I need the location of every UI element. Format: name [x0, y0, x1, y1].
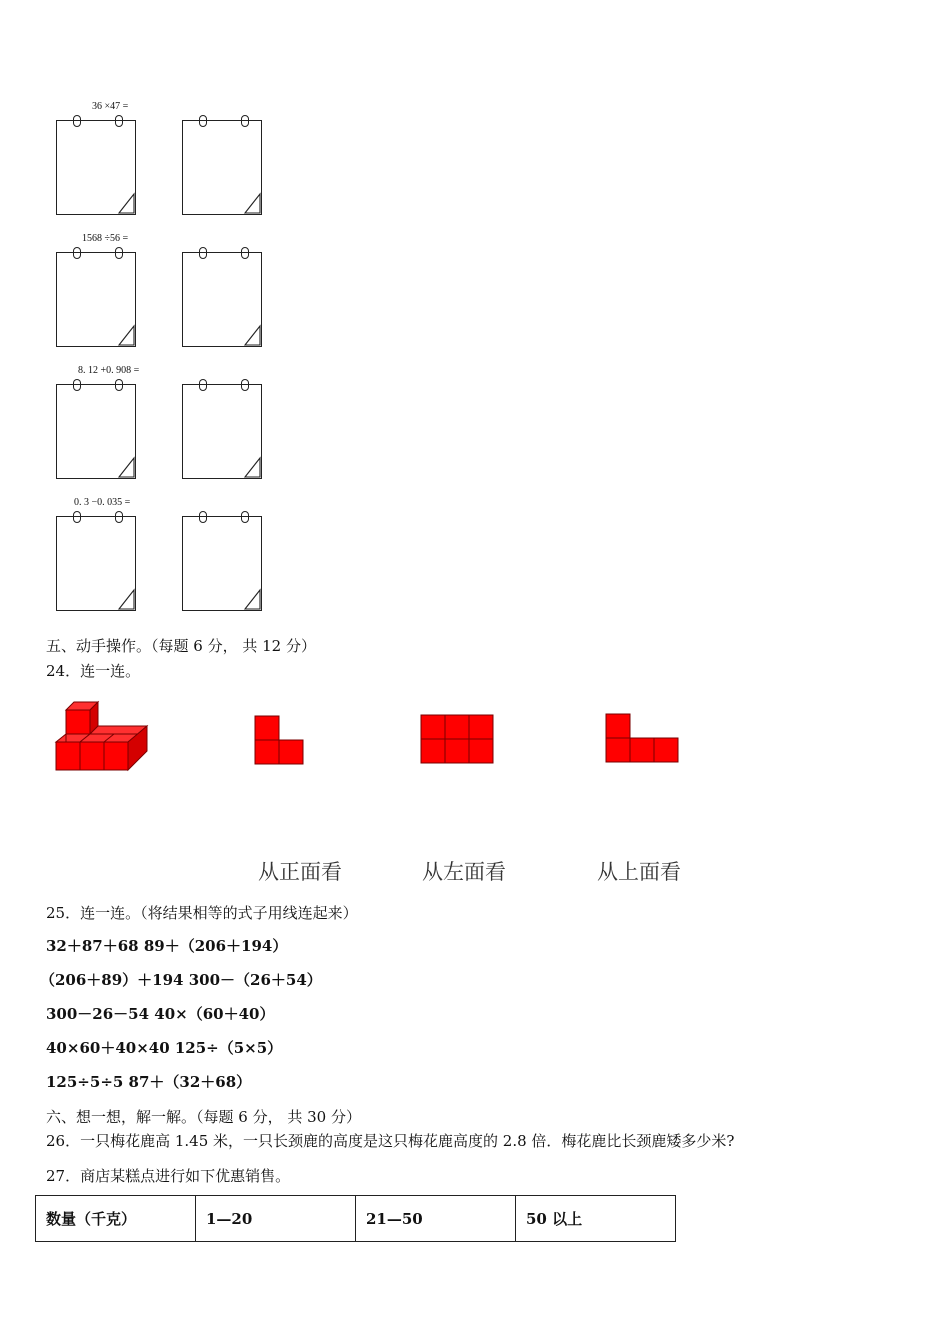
- binder-ring-icon: [241, 511, 249, 523]
- note-pad: [182, 252, 262, 347]
- table-cell: 21—50: [356, 1196, 516, 1242]
- binder-ring-icon: [115, 511, 123, 523]
- binder-ring-icon: [115, 379, 123, 391]
- binder-ring-icon: [73, 247, 81, 259]
- binder-ring-icon: [199, 379, 207, 391]
- page-curl-icon: [243, 456, 261, 478]
- view-label-front: 从正面看: [258, 860, 342, 884]
- cube-3d-figure: [52, 700, 152, 775]
- page-curl-icon: [243, 588, 261, 610]
- note-pad: [56, 384, 136, 479]
- question-26: 26．一只梅花鹿高 1.45 米，一只长颈鹿的高度是这只梅花鹿高度的 2.8 倍．梅花鹿比长颈鹿矮多少米?: [46, 1132, 735, 1150]
- view-shape-l-long: [604, 712, 682, 766]
- binder-ring-icon: [115, 247, 123, 259]
- view-shape-rectangle: [419, 713, 495, 767]
- table-cell: 1—20: [196, 1196, 356, 1242]
- binder-ring-icon: [199, 247, 207, 259]
- note-pad: [56, 120, 136, 215]
- binder-ring-icon: [73, 115, 81, 127]
- table-row: [36, 1196, 676, 1242]
- equation-label: 0. 3 −0. 035 =: [74, 497, 131, 508]
- binder-ring-icon: [115, 115, 123, 127]
- question-24: 24．连一连。: [46, 662, 141, 680]
- binder-ring-icon: [241, 115, 249, 127]
- view-label-left: 从左面看: [422, 860, 506, 884]
- equation-label: 36 ×47 =: [92, 101, 129, 112]
- note-pad: [182, 120, 262, 215]
- note-pad: [182, 516, 262, 611]
- page-curl-icon: [117, 324, 135, 346]
- equation-label: 1568 ÷56 =: [82, 233, 129, 244]
- binder-ring-icon: [199, 511, 207, 523]
- question-27: 27．商店某糕点进行如下优惠销售。: [46, 1167, 291, 1185]
- binder-ring-icon: [241, 247, 249, 259]
- expression-row: 300－26－54 40×（60＋40）: [46, 1005, 275, 1023]
- note-pad: [56, 252, 136, 347]
- equation-label: 8. 12 +0. 908 =: [78, 365, 140, 376]
- page-curl-icon: [117, 588, 135, 610]
- view-label-top: 从上面看: [597, 860, 681, 884]
- section-five-heading: 五、动手操作。（每题 6 分， 共 12 分）: [46, 637, 316, 655]
- view-shape-l-small: [254, 714, 306, 766]
- expression-row: 32＋87＋68 89＋（206＋194）: [46, 937, 288, 955]
- binder-ring-icon: [73, 379, 81, 391]
- page-curl-icon: [117, 456, 135, 478]
- binder-ring-icon: [241, 379, 249, 391]
- expression-row: 40×60＋40×40 125÷（5×5）: [46, 1039, 283, 1057]
- price-table: [35, 1195, 676, 1242]
- page-curl-icon: [243, 192, 261, 214]
- page-curl-icon: [243, 324, 261, 346]
- expression-row: （206＋89）＋194 300－（26＋54）: [40, 971, 322, 989]
- table-cell: 50 以上: [516, 1196, 676, 1242]
- section-six-heading: 六、想一想，解一解。（每题 6 分， 共 30 分）: [46, 1108, 361, 1126]
- note-pad: [182, 384, 262, 479]
- question-25: 25．连一连。（将结果相等的式子用线连起来）: [46, 904, 358, 922]
- expression-row: 125÷5÷5 87＋（32＋68）: [46, 1073, 252, 1091]
- note-pad: [56, 516, 136, 611]
- binder-ring-icon: [199, 115, 207, 127]
- page-curl-icon: [117, 192, 135, 214]
- binder-ring-icon: [73, 511, 81, 523]
- table-cell: 数量（千克）: [36, 1196, 196, 1242]
